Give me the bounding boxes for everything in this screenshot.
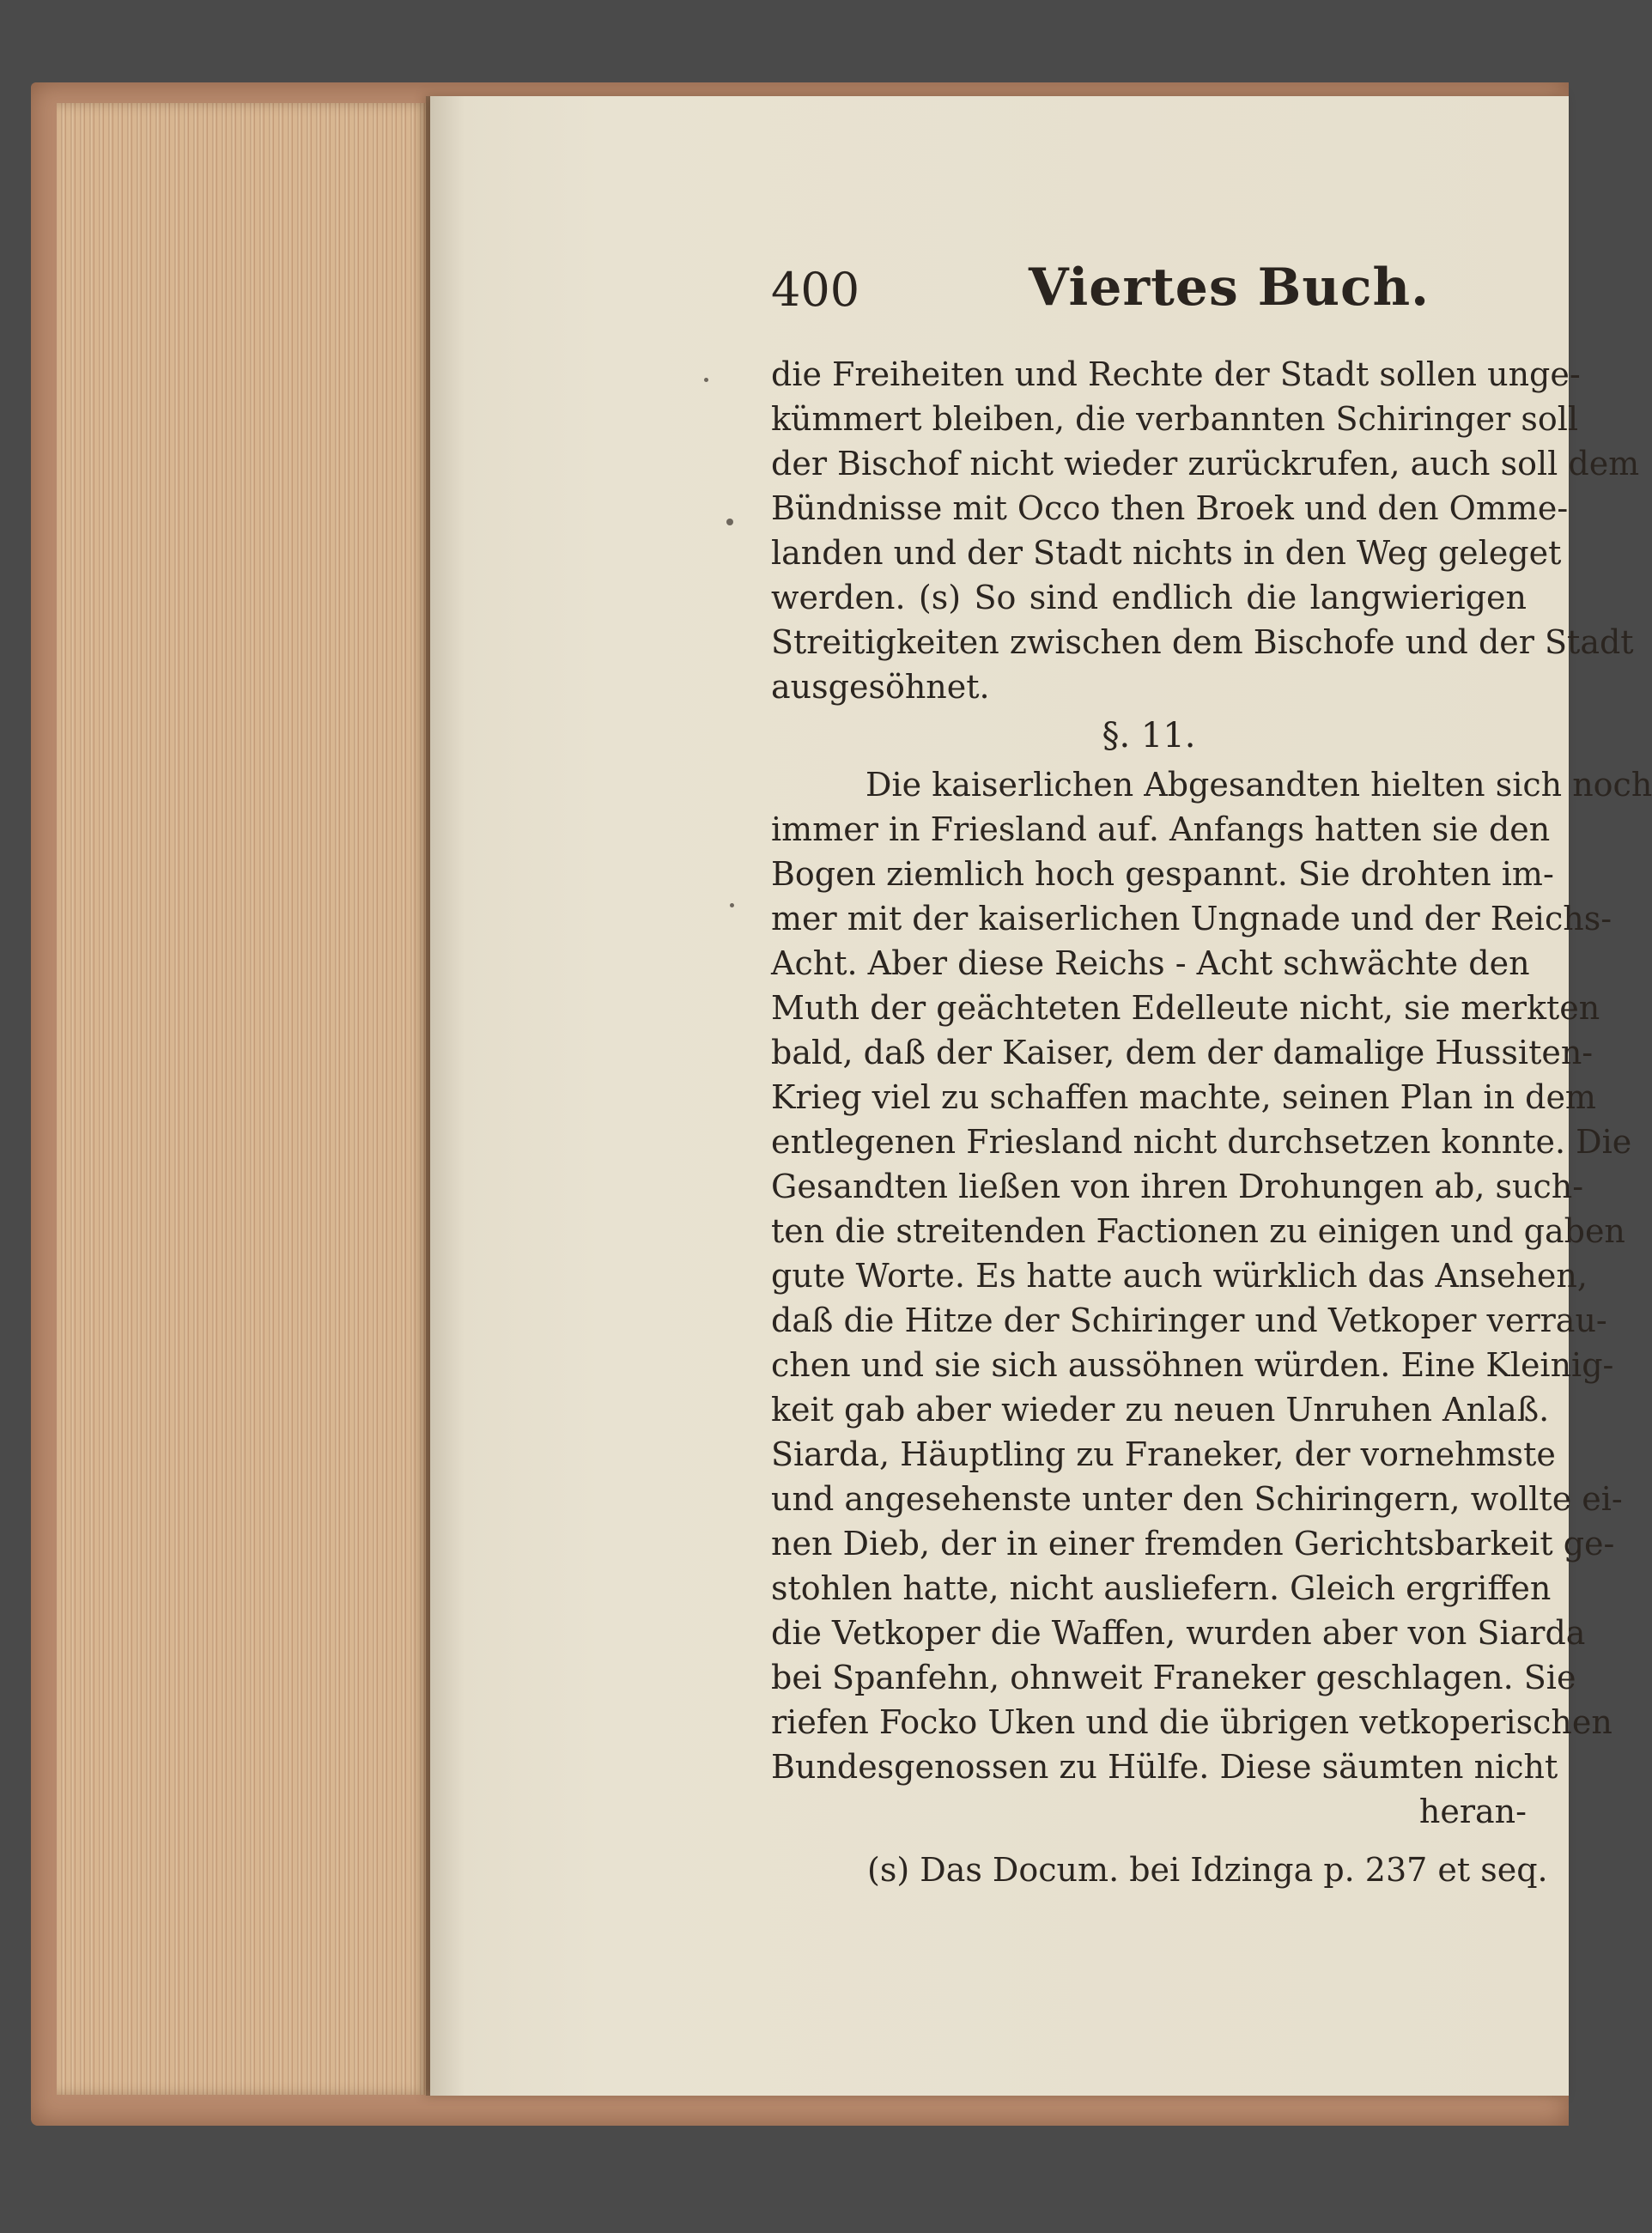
text-line: bei Spanfehn, ohnweit Franeker geschlagen. Sie [771,1659,1576,1696]
text-line: gute Worte. Es hatte auch würklich das Ansehen, [771,1257,1588,1295]
text-line: der Bischof nicht wieder zurückrufen, auch soll dem [771,445,1640,482]
text-line: Bundesgenossen zu Hülfe. Diese säumten nicht [771,1748,1558,1786]
text-line: Die kaiserlichen Abgesandten hielten sich noch [865,766,1652,804]
text-line: Streitigkeiten zwischen dem Bischofe und der Stadt [771,623,1634,661]
text-line: die Vetkoper die Waffen, wurden aber von Siarda [771,1614,1586,1652]
text-line: Siarda, Häuptling zu Franeker, der vornehmste [771,1435,1556,1473]
text-line: bald, daß der Kaiser, dem der damalige Hussiten- [771,1034,1594,1071]
text-line: keit gab aber wieder zu neuen Unruhen Anlaß. [771,1391,1550,1429]
text-line: die Freiheiten und Rechte der Stadt sollen unge- [771,355,1581,393]
text-line: entlegenen Friesland nicht durchsetzen konnte. Die [771,1123,1632,1161]
page-number: 400 [771,263,860,317]
catchword: heran- [1418,1793,1527,1830]
text-line: Bogen ziemlich hoch gespannt. Sie drohten im- [771,855,1554,893]
margin-mark [730,903,734,907]
text-line: chen und sie sich aussöhnen würden. Eine Kleinig- [771,1346,1614,1384]
text-line: kümmert bleiben, die verbannten Schiringer soll [771,400,1579,438]
text-line: ten die streitenden Factionen zu einigen und gaben [771,1212,1625,1250]
margin-mark [704,378,708,382]
text-line: Gesandten ließen von ihren Drohungen ab, such- [771,1168,1584,1205]
text-line: werden. (s) So sind endlich die langwierigen [771,579,1527,616]
text-line: und angesehenste unter den Schiringern, wollte ei- [771,1480,1623,1518]
body-text [771,352,1652,1834]
text-line: landen und der Stadt nichts in den Weg geleget [771,534,1562,572]
text-line: stohlen hatte, nicht ausliefern. Gleich ergriffen [771,1569,1552,1607]
text-line: ausgesöhnet. [771,668,990,706]
text-line: Muth der geächteten Edelleute nicht, sie merkten [771,989,1600,1027]
text-line: Krieg viel zu schaffen machte, seinen Plan in dem [771,1078,1596,1116]
text-line: Acht. Aber diese Reichs - Acht schwächte den [771,944,1530,982]
page-header [771,258,1527,326]
text-line: immer in Friesland auf. Anfangs hatten sie den [771,810,1551,848]
text-line: mer mit der kaiserlichen Ungnade und der Reichs- [771,900,1613,937]
page-edges [57,103,430,2095]
text-line: riefen Focko Uken und die übrigen vetkoperischen [771,1703,1613,1741]
text-line: nen Dieb, der in einer fremden Gerichtsbarkeit ge- [771,1525,1615,1562]
section-heading: §. 11. [1102,716,1196,755]
text-line: Bündnisse mit Occo then Broek und den Omme- [771,489,1569,527]
text-line: daß die Hitze der Schiringer und Vetkoper verrau- [771,1302,1607,1339]
running-head: Viertes Buch. [1029,258,1430,318]
margin-mark [726,519,733,525]
footnote: (s) Das Docum. bei Idzinga p. 237 et seq. [867,1851,1548,1889]
